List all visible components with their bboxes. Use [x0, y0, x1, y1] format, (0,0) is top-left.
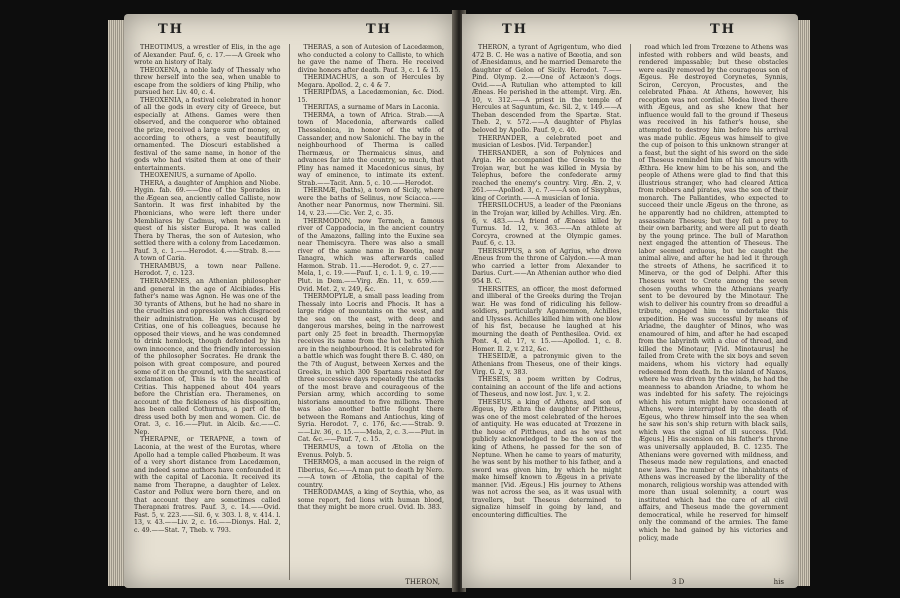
header-left-letters: TH	[158, 22, 184, 37]
entry: THEOXENIA, a festival celebrated in honor of all the gods in every city of Greece, but especially at Athens. Games were then observed, and the conqueror who obtained the prize, received a large sum of money, or, according to others, a vest beautifully ornamented. The Dioscuri established a festival of the same name, in honor of the gods who had visited them at one of their entertainments.	[134, 96, 281, 172]
left-page-column-1	[134, 44, 281, 580]
entry: THERAPNE, or TERAPNE, a town of Laconia, at the west of the Eurotas, where Apollo had a temple called Phœbeum. It was of a very short distance from Lacedæmon, and indeed some authors have confounded it with the capital of Laconia. It received its name from Therapne, a daughter of Lelex. Castor and Pollux were born there, and on that account they are sometimes called Therapnæi fratres. Pauf. 3, c. 14.——Ovid. Fast. 5, v. 223.——Sil. 6, v. 303. l. 8, v. 414. l. 13, v. 43.——Liv. 2, c. 16.——Dionys. Hal. 2, c. 49.——Stat. 7, Theb. v. 793.	[134, 436, 281, 534]
left-page-header	[124, 22, 454, 40]
entry: THERITAS, a surname of Mars in Laconia.	[303, 104, 440, 112]
entry: THERAS, a son of Autesion of Lacedæmon, who conducted a colony to Calliste, to which he gave the name of Thera. He received divine honors after death. Pauf. 3, c. 1 & 15.	[297, 44, 444, 74]
entry: THERMA, a town of Africa. Strab.——A town of Macedonia, afterwards called Thessalonica, in honor of the wife of Cassander, and now Salonichi. The bay in the neighbourhood of Therma is called Thermæus, or Thermaicus sinus, and advances far into the country, so much, that Pliny has named it Macedonicus sinus, by way of eminence, to intimate its extent. Strab.——Tacit. Ann. 5, c. 10.——Herodot.	[297, 111, 444, 187]
catchword: his	[773, 578, 784, 586]
header-left-letters: TH	[502, 22, 528, 37]
column-rule	[289, 44, 290, 580]
entry: THERAMENES, an Athenian philosopher and general in the age of Alcibiades. His father's name was Agnon. He was one of the 30 tyrants of Athens, but he had no share in the cruelties and oppression which disgraced their administration. He was accused by Critias, one of his colleagues, because he opposed their views, and he was condemned to drink hemlock, though defended by his own innocence, and the friendly intercession of the philosopher Socrates. He drank the poison with great composure, and poured some of it on the ground, with the sarcastical exclamation of, This is to the health of Critias. This happened about 404 years before the Christian era. Theramenes, on account of the fickleness of his disposition, has been called Cothurnus, a part of the dress used both by men and women. Cic. de Orat. 3, c. 16.——Plut. in Alcib. &c.——C. Nep.	[134, 277, 281, 436]
entry: THERPANDER, a celebrated poet and musician of Lesbos. [Vid. Terpander.]	[472, 134, 622, 150]
header-right-letters: TH	[366, 22, 392, 37]
entry: THERA, a daughter of Amphion and Niobe. Hygin. fab. 69.——One of the Sporades in the Ægean sea, anciently called Calliste, now Santorin. It was first inhabited by the Phœnicians, who were left there under Membliares by Cadmus, when he went in quest of his sister Europa. It was called Thera by Theras, the son of Autesion, who settled there with a colony from Lacedæmon. Pauf. 3, c. 1.——Herodot. 4.——Strab. 8.——A town of Caria.	[134, 179, 281, 263]
entry: THEOXENA, a noble lady of Thessaly who threw herself into the sea, when unable to escape from the soldiers of king Philip, who pursued her. Liv. 40, c. 4.	[134, 66, 281, 97]
catchword: THERON,	[405, 578, 440, 586]
entry: road which led from Trœzene to Athens was infested with robbers and wild beasts, and rendered impassable; but these obstacles were easily removed by the courageous son of Ægeus. He destroyed Corynetes, Synnis, Sciron, Cercyon, Procustes, and the celebrated Phæa. At Athens, however, his reception was not cordial. Medea lived there with Ægeus, and as she knew that her influence would fall to the ground if Theseus was received in his father's house, she attempted to destroy him before his arrival was made public. Ægeus was himself to give the cup of poison to this unknown stranger at a feast, but the sight of his sword on the side of Theseus reminded him of his amours with Æthra. He knew him to be his son, and the people of Athens were glad to find that this illustrious stranger, who had cleared Attica from robbers and pirates, was the son of their monarch. The Pallantides, who expected to succeed their uncle Ægeus on the throne, as he apparently had no children, attempted to assassinate Theseus; but they fell a prey to their own barbarity, and were all put to death by the young prince. The bull of Marathon next engaged the attention of Theseus. The labor seemed arduous, but he caught the animal alive, and after he had led it through the streets of Athens, he sacrificed it to Minerva, or the god of Delphi. After this Theseus went to Crete among the seven chosen youths whom the Athenians yearly sent to be devoured by the Minotaur. The wish to deliver his country from so dreadful a tribute, engaged him to undertake this expedition. He was successful by means of Ariadne, the daughter of Minos, who was enamoured of him, and after he had escaped from the labyrinth with a clue of thread, and killed the Minotaur, [Vid. Minotaurus] he failed from Crete with the six boys and seven maidens, whom his victory had equally redeemed from death. In the island of Naxos, where he was driven by the winds, he had the meanness to abandon Ariadne, to whom he was indebted for his safety. The rejoicings which his return might have occasioned at Athens, were interrupted by the death of Ægeus, who threw himself into the sea when he saw his son's ship return with black sails, which was the signal of ill success. [Vid. Ægeus.] His ascension on his father's throne was universally applauded, B. C. 1235. The Athenians were governed with mildness, and Theseus made new regulations, and enacted new laws. The number of the inhabitants of Athens was increased by the liberality of the monarch, religious worship was attended with more than usual solemnity, a court was instituted which had the care of all civil affairs, and Theseus made the government democratical, while he reserved for himself only the command of the armies. The fame which he had gained by his victories and policy, made	[638, 44, 788, 542]
right-page-header	[462, 22, 798, 40]
entry: THERMOS, a man accused in the reign of Tiberius, &c.——A man put to death by Nero.——A town of Ætolia, the capital of the country.	[297, 459, 444, 489]
column-rule	[630, 44, 631, 580]
entry: THERAMBUS, a town near Pallene. Herodot. 7, c. 123.	[134, 262, 281, 278]
page-edges-right	[796, 20, 810, 586]
left-page	[124, 14, 454, 588]
right-page-column-1	[472, 44, 622, 580]
entry: THESEIS, a poem written by Codrus, containing an account of the life and actions of Theseus, and now lost. Juv. 1, v. 2.	[472, 376, 622, 399]
entry: THEOXENIUS, a surname of Apollo.	[140, 172, 257, 180]
right-page-column-2	[639, 44, 789, 580]
entry: THERIMACHUS, a son of Hercules by Megara. Apollod. 2, c. 4 & 7.	[297, 74, 444, 89]
entry: THESEIDÆ, a patronymic given to the Athenians from Theseus, one of their kings. Virg. G. 2, v. 383.	[472, 353, 622, 376]
entry: THERMÆ, (baths), a town of Sicily, where were the baths of Selinus, now Sciacca.——Another near Panormus, now Thermini. Sil. 14, v. 23.——Cic. Ver. 2, c. 35.	[297, 187, 444, 218]
entry: THERMODON, now Termeh, a famous river of Cappadocia, in the ancient country of the Amazons, falling into the Euxine sea near Themiscyra. There was also a small river of the same name in Bœotia, near Tanagra, which was afterwards called Hæmon. Strab. 11.——Herodot. 9, c. 27.——Mela, 1, c. 19.——Pauf. 1, c. 1. l. 9, c. 19.——Plut. in Dem.——Virg. Æn. 11, v. 659.——Ovid. Met. 2, v. 249, &c.	[297, 217, 444, 293]
entry: THERMUS, a town of Ætolia on the Evenus. Polyb. 5.	[297, 443, 444, 459]
signature-mark: 3 D	[672, 578, 685, 586]
entry: THERSANDER, a son of Polynices and Argia. He accompanied the Greeks to the Trojan war, but he was killed in Mysia by Telephus, before the confederate army reached the enemy's country. Virg. Æn. 2, v. 261.——Apollod. 3, c. 7.——A son of Sisyphus, king of Corinth.——A musician of Ionia.	[472, 149, 622, 202]
right-page	[462, 14, 798, 588]
entry: THERMOPYLÆ, a small pass leading from Thessaly into Locris and Phocis. It has a large ridge of mountains on the west, and the sea on the east, with deep and dangerous marshes, being in the narrowest part only 25 feet in breadth. Thermopylæ receives its name from the hot baths which are in the neighbourhood. It is celebrated for a battle which was fought there B. C. 480, on the 7th of August, between Xerxes and the Greeks, in which 300 Spartans resisted for three successive days repeatedly the attacks of the most brave and courageous of the Persian army, which according to some historians amounted to five millions. There was also another battle fought there between the Romans and Antiochus, king of Syria. Herodot. 7, c. 176, &c.——Strab. 9.——Liv. 36, c. 15.——Mela, 2, c. 3.——Plut. in Cat. &c.——Pauf. 7, c. 15.	[297, 293, 444, 444]
entry: THERSITES, an officer, the most deformed and illiberal of the Greeks during the Trojan war. He was fond of ridiculing his fellow-soldiers, particularly Agamemnon, Achilles, and Ulysses. Achilles killed him with one blow of his fist, because he laughed at his mourning the death of Penthesilea. Ovid. ex Pont. 4, el. 17, v. 15.——Apollod. 1, c. 8. Homer. Il. 2, v. 212, &c.	[472, 285, 622, 353]
header-right-letters: TH	[710, 22, 736, 37]
entry: THEOTIMUS, a wrestler of Elis, in the age of Alexander. Pauf. 6, c. 17.——A Greek who wrote an history of Italy.	[134, 44, 281, 67]
entry: THERODAMAS, a king of Scythia, who, as some report, fed lions with human blood, that they might be more cruel. Ovid. Ib. 383.	[297, 489, 444, 512]
entry: THESEUS, a king of Athens, and son of Ægeus, by Æthra the daughter of Pittheus, was one of the most celebrated of the heroes of antiquity. He was educated at Trœzene in the house of Pittheus, and as he was not publicly acknowledged to be the son of the king of Athens, he passed for the son of Neptune. When he came to years of maturity, he was sent by his mother to his father, and a sword was given him, by which he might make himself known to Ægeus in a private manner. [Vid. Ægeus.] His journey to Athens was not across the sea, as it was usual with travellers, but Theseus determined to signalize himself in going by land, and encountering difficulties. The	[472, 398, 622, 519]
entry: THERIPIDAS, a Lacedæmonian, &c. Diod. 15.	[297, 89, 444, 104]
entry: THERON, a tyrant of Agrigentum, who died 472 B. C. He was a native of Bœotia, and son of Ænesidamus, and he married Demarete the daughter of Gelon of Sicily. Herodot. 7.——Pind. Olymp. 2.——One of Actæon's dogs. Ovid.——A Rutulian who attempted to kill Æneas. He perished in the attempt. Virg. Æn. 10, v. 312.——A priest in the temple of Hercules at Saguntum, &c. Sil. 2, v. 149.——A Theban descended from the Spartæ. Stat. Theb. 2, v. 572.——A daughter of Phylas beloved by Apollo. Pauf. 9, c. 40.	[472, 44, 622, 135]
left-page-column-2	[298, 44, 445, 580]
entry: THERSILOCHUS, a leader of the Pæonians in the Trojan war, killed by Achilles. Virg. Æn. 6, v. 483.——A friend of Æneas killed by Turnus. Id. 12, v. 363.——An athlete at Corcyra, crowned at the Olympic games. Pauf. 6, c. 13.	[472, 202, 622, 248]
entry: THERSIPPUS, a son of Agrius, who drove Æneus from the throne of Calydon.——A man who carried a letter from Alexander to Darius. Curt.——An Athenian author who died 954 B. C.	[472, 247, 622, 285]
